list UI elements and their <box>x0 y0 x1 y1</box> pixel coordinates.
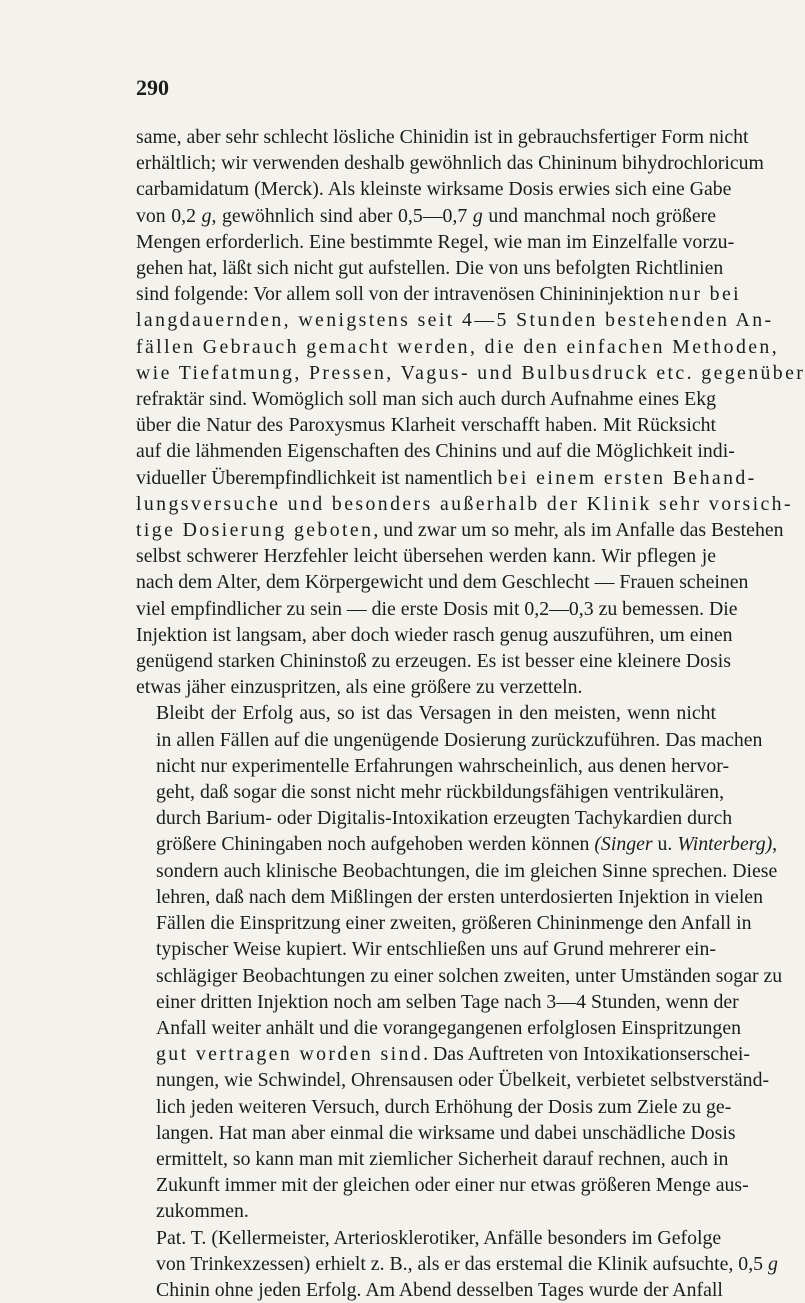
text-line <box>136 517 784 543</box>
text-line <box>136 124 749 150</box>
text-segment: nicht nur experimentelle Erfahrungen wahrscheinlich, aus denen hervor- <box>156 754 730 777</box>
text-line <box>136 386 716 412</box>
text-segment: erhältlich; wir verwenden deshalb gewöhnlich das Chininum bihydrochloricum <box>136 152 764 175</box>
spaced-emphasis-text: wie Tiefatmung, Pressen, Vagus- und Bulbusdruck etc. gegenüber <box>136 361 805 384</box>
text-line <box>136 648 731 674</box>
text-segment: durch Barium- oder Digitalis-Intoxikation erzeugten Tachykardien durch <box>156 807 733 830</box>
text-segment: Pat. T. (Kellermeister, Arteriosklerotiker, Anfälle besonders im Gefolge <box>156 1226 722 1249</box>
text-segment: Zukunft immer mit der gleichen oder einer nur etwas größeren Menge aus- <box>156 1174 749 1197</box>
text-line <box>136 491 793 517</box>
text-line <box>136 753 730 779</box>
spaced-emphasis-text: langdauernden, wenigstens seit 4—5 Stunden bestehenden An- <box>136 309 774 332</box>
text-line <box>136 307 774 333</box>
text-line <box>136 412 716 438</box>
text-line <box>136 1041 750 1067</box>
text-segment: Bleibt der Erfolg aus, so ist das Versagen in den meisten, wenn nicht <box>156 702 716 725</box>
text-line <box>136 1198 716 1224</box>
text-line <box>136 281 742 307</box>
italic-text: g <box>201 204 212 227</box>
text-line <box>136 1146 729 1172</box>
text-line <box>136 1015 741 1041</box>
text-segment: sind folgende: Vor allem soll von der intravenösen Chinininjektion <box>136 283 669 306</box>
spaced-emphasis-text: bei einem ersten Behand- <box>497 466 757 489</box>
text-segment: viel empfindlicher zu sein — die erste Dosis mit 0,2—0,3 zu bemessen. Die <box>136 597 738 620</box>
text-segment: einer dritten Injektion noch am selben Tage nach 3—4 Stunden, wenn der <box>156 990 739 1013</box>
text-segment: , und zwar um so mehr, als im Anfalle das Bestehen <box>373 519 784 542</box>
text-line <box>136 989 739 1015</box>
page-number: 290 <box>136 75 169 100</box>
text-line <box>136 727 763 753</box>
spaced-emphasis-text: lungsversuche und besonders außerhalb der Klinik sehr vorsich- <box>136 492 793 515</box>
text-line <box>136 831 778 857</box>
text-line <box>136 465 757 491</box>
spaced-emphasis-text: fällen Gebrauch gemacht werden, die den einfachen Methoden, <box>136 335 780 358</box>
italic-text: g <box>767 1252 778 1275</box>
text-line <box>136 543 716 569</box>
text-segment: zukommen. <box>156 1200 249 1223</box>
text-line <box>136 622 733 648</box>
text-segment: refraktär sind. Womöglich soll man sich auch durch Aufnahme eines Ekg <box>136 388 716 411</box>
text-line <box>136 1067 770 1093</box>
text-segment: . Das Auftreten von Intoxikationserschei- <box>423 1043 750 1066</box>
text-segment: sondern auch klinische Beobachtungen, die im gleichen Sinne sprechen. Diese <box>156 859 778 882</box>
text-segment: langen. Hat man aber einmal die wirksame und dabei unschädliche Dosis <box>156 1121 736 1144</box>
spaced-emphasis-text: gut vertragen worden sind <box>156 1043 424 1066</box>
text-line <box>136 569 749 595</box>
spaced-emphasis-text: tige Dosierung geboten <box>136 519 374 542</box>
text-segment: geht, daß sogar die sonst nicht mehr rückbildungsfähigen ventrikulären, <box>156 781 725 804</box>
text-line <box>136 334 780 360</box>
text-segment: über die Natur des Paroxysmus Klarheit verschafft haben. Mit Rücksicht <box>136 414 716 437</box>
text-line <box>136 805 733 831</box>
italic-text: g <box>472 204 483 227</box>
text-line <box>136 1172 749 1198</box>
text-line <box>136 858 778 884</box>
text-segment: , <box>772 833 778 856</box>
text-segment: same, aber sehr schlecht lösliche Chinidin ist in gebrauchsfertiger Form nicht <box>136 126 749 148</box>
text-line <box>136 1225 722 1251</box>
text-line <box>136 963 783 989</box>
text-line <box>136 1251 778 1277</box>
text-line <box>136 779 725 805</box>
text-line <box>136 438 735 464</box>
text-line <box>136 229 735 255</box>
body-text <box>136 124 805 1303</box>
text-segment: Anfall weiter anhält und die vorangegangenen erfolglosen Einspritzungen <box>156 1016 741 1039</box>
text-line <box>136 203 716 229</box>
text-segment: von 0,2 <box>136 204 202 227</box>
text-segment: u. <box>652 833 678 856</box>
text-segment: lehren, daß nach dem Mißlingen der ersten unterdosierten Injektion in vielen <box>156 885 763 908</box>
text-segment: genügend starken Chininstoß zu erzeugen. Es ist besser eine kleinere Dosis <box>136 650 731 673</box>
text-segment: lich jeden weiteren Versuch, durch Erhöhung der Dosis zum Ziele zu ge- <box>156 1095 732 1118</box>
text-segment: selbst schwerer Herzfehler leicht übersehen werden kann. Wir pflegen je <box>136 545 716 568</box>
text-segment: nach dem Alter, dem Körpergewicht und dem Geschlecht — Frauen scheinen <box>136 571 749 594</box>
text-segment: Mengen erforderlich. Eine bestimmte Regel, wie man im Einzelfalle vorzu- <box>136 230 735 253</box>
text-segment: nungen, wie Schwindel, Ohrensausen oder Übelkeit, verbietet selbstverständ- <box>156 1069 770 1092</box>
text-segment: und manchmal noch größere <box>482 204 716 227</box>
text-line <box>136 884 763 910</box>
paragraph <box>136 124 805 700</box>
text-line <box>136 674 716 700</box>
text-segment: typischer Weise kupiert. Wir entschließen uns auf Grund mehrerer ein- <box>156 938 716 961</box>
text-segment: in allen Fällen auf die ungenügende Dosierung zurückzuführen. Das machen <box>156 728 763 751</box>
text-line <box>136 1120 736 1146</box>
text-segment: auf die lähmenden Eigenschaften des Chinins und auf die Möglichkeit indi- <box>136 440 735 463</box>
paragraph <box>136 700 783 1224</box>
text-segment: Fällen die Einspritzung einer zweiten, größeren Chininmenge den Anfall in <box>156 912 752 935</box>
text-segment: gehen hat, läßt sich nicht gut aufstellen. Die von uns befolgten Richtlinien <box>136 257 724 280</box>
text-segment: , gewöhnlich sind aber 0,5—0,7 <box>211 204 473 227</box>
text-line <box>136 360 805 386</box>
paragraph <box>136 1225 778 1303</box>
text-line <box>136 936 716 962</box>
text-line <box>136 255 724 281</box>
text-segment: ermittelt, so kann man mit ziemlicher Sicherheit darauf rechnen, auch in <box>156 1147 729 1170</box>
italic-text: (Singer <box>594 833 653 856</box>
text-segment: etwas jäher einzuspritzen, als eine größere zu verzetteln. <box>136 676 583 699</box>
text-line <box>136 910 752 936</box>
italic-text: Winterberg) <box>677 833 773 856</box>
text-segment: von Trinkexzessen) erhielt z. B., als er das erstemal die Klinik aufsuchte, 0,5 <box>156 1252 768 1275</box>
text-segment: carbamidatum (Merck). Als kleinste wirksame Dosis erwies sich eine Gabe <box>136 178 732 201</box>
text-line <box>136 700 716 726</box>
text-segment: Chinin ohne jeden Erfolg. Am Abend desselben Tages wurde der Anfall <box>156 1278 723 1301</box>
text-line <box>136 596 738 622</box>
text-segment: Injektion ist langsam, aber doch wieder rasch genug auszuführen, um einen <box>136 623 733 646</box>
text-segment: größere Chiningaben noch aufgehoben werden können <box>156 833 595 856</box>
text-line <box>136 1277 723 1303</box>
text-line <box>136 150 764 176</box>
text-segment: vidueller Überempfindlichkeit ist namentlich <box>136 466 498 489</box>
text-line <box>136 1094 732 1120</box>
text-line <box>136 176 732 202</box>
text-segment: schlägiger Beobachtungen zu einer solchen zweiten, unter Umständen sogar zu <box>156 964 783 987</box>
spaced-emphasis-text: nur bei <box>668 283 742 306</box>
